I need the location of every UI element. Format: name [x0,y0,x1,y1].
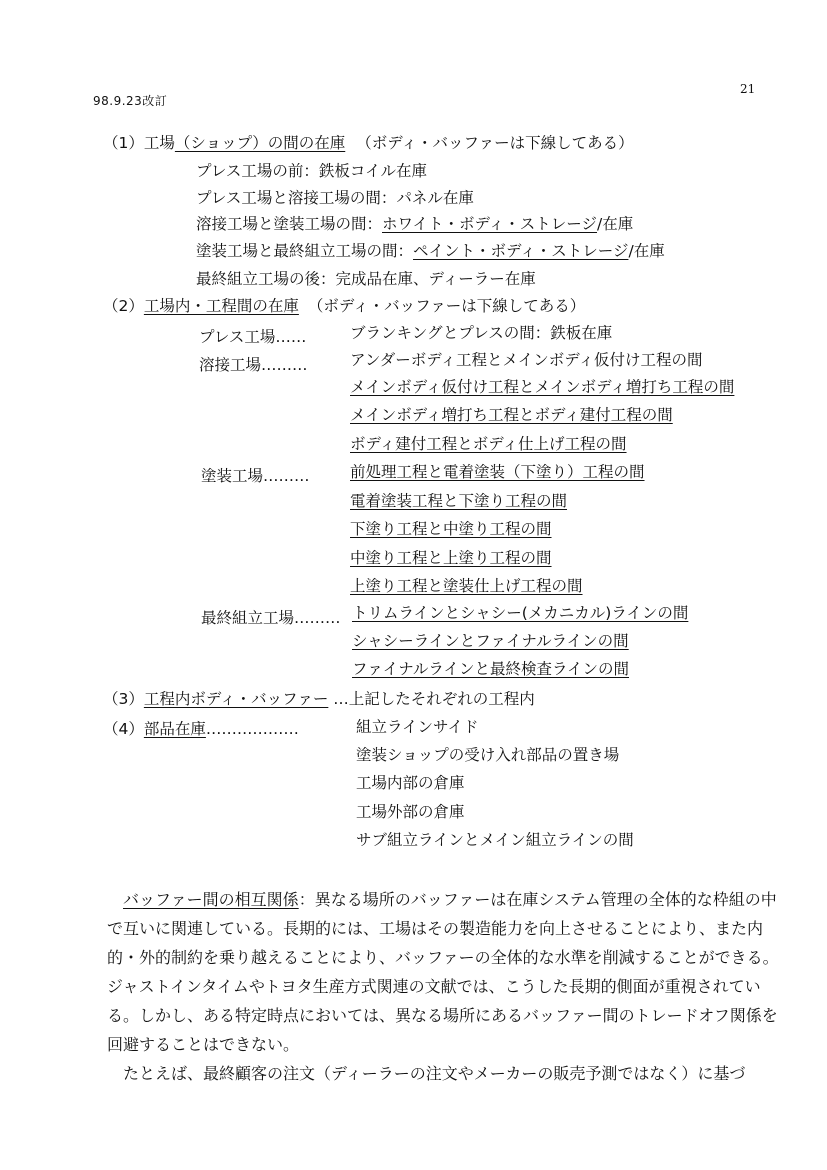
list-item: 工場外部の倉庫 [356,803,465,821]
item-suffix: /在庫 [628,242,665,260]
section-2-heading [103,297,585,316]
section-title-underlined: （ショップ）の間の在庫 [174,134,346,152]
list-item: 組立ラインサイド [356,718,479,736]
paragraph-title: バッファー間の相互関係 [123,890,299,909]
item-text: 塗装工場と最終組立工場の間： [196,242,414,260]
item-text: 溶接工場と塗装工場の間： [196,215,383,233]
assembly-label: 最終組立工場……… [201,609,341,627]
list-item: メインボディ増打ち工程とボディ建付工程の間 [350,406,673,424]
page-number: 21 [740,82,756,96]
section-title: 部品在庫 [143,720,206,738]
paint-label: 塗装工場……… [201,467,310,485]
list-item: 電着塗装工程と下塗り工程の間 [350,492,568,510]
paragraph [107,1059,782,1088]
list-item [196,189,474,208]
list-item [196,270,536,289]
item-underlined: ペイント・ボディ・ストレージ [413,242,629,260]
section-number: （3） [103,690,144,708]
list-item: トリムラインとシャシー(メカニカル)ラインの間 [352,604,689,622]
paragraph-text: ：異なる場所のバッファーは在庫システム管理の全体的な枠組の中で互いに関連している。長期的には、工場はその製造能力を向上させることにより、また内的・外的制約を乗り越えることにより、バッファーの全体的な水準を削減することができる。ジャストインタイムやトヨタ生産方式関連の文献では、こうした長期的側面が重視されている。しかし、ある特定時点においては、異なる場所にあるバッファー間のトレードオフ関係を回避することはできない。 [107,890,779,1054]
press-label: プレス工場…… [199,328,307,346]
weld-label: 溶接工場……… [199,356,308,374]
list-item: メインボディ仮付け工程とメインボディ増打ち工程の間 [350,378,735,396]
item-suffix: /在庫 [597,215,634,233]
item-text: 最終組立工場の後：完成品在庫、ディーラー在庫 [196,270,536,288]
list-item: ファイナルラインと最終検査ラインの間 [352,660,629,678]
section-3-heading [103,690,535,709]
section-text: …上記したそれぞれの工程内 [333,690,535,708]
section-note: （ボディ・バッファーは下線してある） [307,297,586,315]
section-number: （4） [103,720,144,738]
section-title: 工場 [143,134,175,152]
section-4-heading [103,720,299,739]
body-text [107,885,782,1088]
item-text: プレス工場の前：鉄板コイル在庫 [196,162,427,180]
list-item: 中塗り工程と上塗り工程の間 [350,549,552,567]
list-item: 前処理工程と電着塗装（下塗り）工程の間 [350,463,645,481]
list-item: ブランキングとプレスの間：鉄板在庫 [350,324,613,342]
list-item: 上塗り工程と塗装仕上げ工程の間 [350,577,583,595]
section-number: （2） [103,297,144,315]
list-item: サブ組立ラインとメイン組立ラインの間 [356,831,634,849]
list-item: 工場内部の倉庫 [356,774,465,792]
paragraph [107,885,782,1059]
section-title: 工場内・工程間の在庫 [143,297,299,315]
list-item: シャシーラインとファイナルラインの間 [352,632,629,650]
section-note: （ボディ・バッファーは下線してある） [356,134,634,152]
list-item: ボディ建付工程とボディ仕上げ工程の間 [350,435,627,453]
section-1-heading [103,134,634,153]
section-number: （1） [103,134,144,152]
revision-date: 98.9.23改訂 [93,94,168,108]
section-title: 工程内ボディ・バッファー [143,690,329,708]
paragraph-text: たとえば、最終顧客の注文（ディーラーの注文やメーカーの販売予測ではなく）に基づ [123,1064,746,1083]
list-item: 下塗り工程と中塗り工程の間 [350,520,552,538]
item-text: プレス工場と溶接工場の間：パネル在庫 [196,189,474,207]
list-item: アンダーボディ工程とメインボディ仮付け工程の間 [350,351,703,369]
item-underlined: ホワイト・ボディ・ストレージ [382,215,598,233]
list-item [196,162,427,181]
leader-dots: ……………… [205,720,299,738]
list-item [196,242,665,261]
list-item: 塗装ショップの受け入れ部品の置き場 [356,746,620,764]
list-item [196,215,633,234]
